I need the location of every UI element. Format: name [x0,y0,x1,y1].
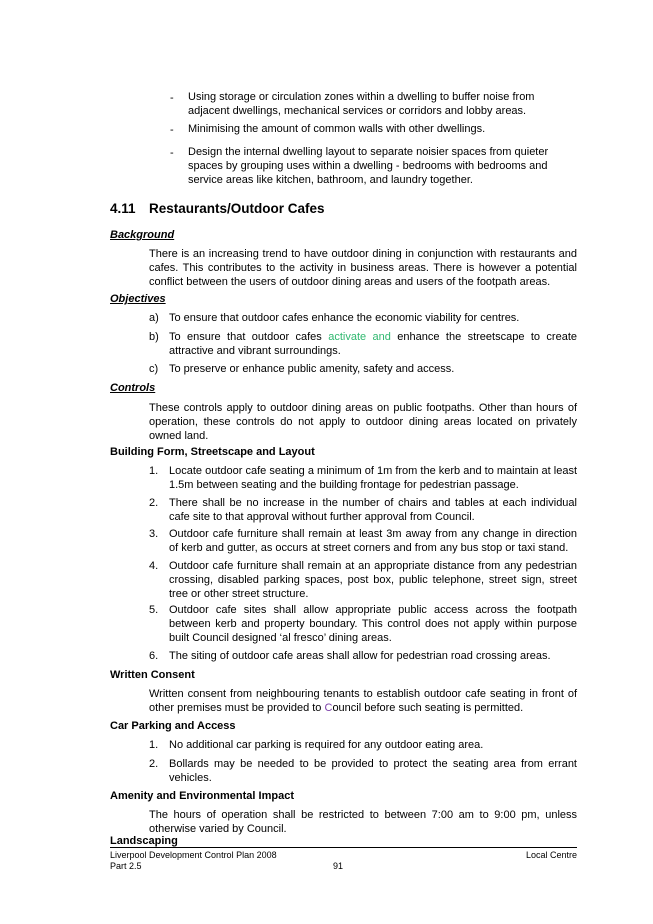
control-item: Outdoor cafe sites shall allow appropriate public access across the footpath between kerb and property boundary. This control does not apply within purpose built Council designed ‘al fresco’ dining areas. [169,604,577,644]
list-label: 3. [149,528,159,540]
bullet-dash: - [170,92,174,104]
consent-text-pre: Written consent from neighbouring tenants to establish outdoor cafe seating in front of other premises must be provided to [149,688,577,714]
list-label: 5. [149,604,159,616]
controls-heading: Controls [110,382,156,394]
bullet-text: Using storage or circulation zones within a dwelling to buffer noise from adjacent dwellings, mechanical services or corridors and lobby areas. [188,91,535,117]
written-consent-heading: Written Consent [110,669,195,681]
list-label: b) [149,331,159,343]
objectives-heading: Objectives [110,293,166,305]
control-item: The siting of outdoor cafe areas shall allow for pedestrian road crossing areas. [169,650,551,662]
list-label: 4. [149,560,159,572]
list-label: a) [149,312,159,324]
list-label: 6. [149,650,159,662]
footer-document-title: Liverpool Development Control Plan 2008 [110,850,277,860]
landscaping-heading: Landscaping [110,835,178,847]
objective-text-pre: To ensure that outdoor cafes [169,331,329,343]
list-label: 1. [149,465,159,477]
section-number: 4.11 [110,201,136,216]
amenity-text: The hours of operation shall be restricted to between 7:00 am to 9:00 pm, unless otherwise varied by Council. [149,809,577,835]
control-item: Outdoor cafe furniture shall remain at an appropriate distance from any pedestrian crossing, disabled parking spaces, post box, public telephone, street sign, street tree or other street structure. [169,560,577,600]
control-item: Outdoor cafe furniture shall remain at least 3m away from any change in direction of kerb and gutter, as occurs at street corners and from any bus stop or taxi stand. [169,528,577,554]
objective-text-post: enhance the streetscape to create attractive and vibrant surroundings. [169,331,578,357]
bullet-dash: - [170,124,174,136]
list-label: c) [149,363,159,375]
highlighted-text: C [324,702,333,714]
objective-item [169,330,577,358]
car-parking-item: Bollards may be needed to be provided to protect the seating area from errant vehicles. [169,758,577,784]
footer-part: Part 2.5 [110,861,142,871]
footer-section: Local Centre [525,850,577,860]
background-heading: Background [110,229,175,241]
amenity-heading: Amenity and Environmental Impact [110,790,294,802]
written-consent-text [149,687,577,715]
highlighted-text: activate and [328,331,391,343]
objective-item: To ensure that outdoor cafes enhance the economic viability for centres. [169,312,520,324]
controls-text: These controls apply to outdoor dining areas on public footpaths. Other than hours of operation, these controls do not apply to outdoor dining areas located on privately owned land. [149,402,577,442]
building-form-heading: Building Form, Streetscape and Layout [110,446,315,458]
control-item: There shall be no increase in the number of chairs and tables at each individual cafe site to that approval without further approval from Council. [169,497,577,523]
objective-item: To preserve or enhance public amenity, safety and access. [169,363,455,375]
consent-text-post: ouncil before such seating is permitted. [332,702,524,714]
list-label: 2. [149,497,159,509]
car-parking-heading: Car Parking and Access [110,720,236,732]
background-text: There is an increasing trend to have outdoor dining in conjunction with restaurants and cafes. This contributes to the activity in business areas. There is however a potential conflict between the users of outdoor dining areas and users of the footpath areas. [149,248,577,288]
footer-divider [110,847,577,848]
car-parking-item: No additional car parking is required for any outdoor eating area. [169,739,484,751]
bullet-text: Design the internal dwelling layout to separate noisier spaces from quieter spaces by grouping uses within a dwelling - bedrooms with bedrooms and service areas like kitchen, bathroom, and laundry together. [188,146,549,186]
list-label: 1. [149,739,159,751]
page-number: 91 [333,861,344,871]
list-label: 2. [149,758,159,770]
bullet-text: Minimising the amount of common walls with other dwellings. [188,123,486,135]
bullet-dash: - [170,147,174,159]
section-title: Restaurants/Outdoor Cafes [149,201,325,216]
control-item: Locate outdoor cafe seating a minimum of 1m from the kerb and to maintain at least 1.5m between seating and the building frontage for pedestrian passage. [169,465,577,491]
